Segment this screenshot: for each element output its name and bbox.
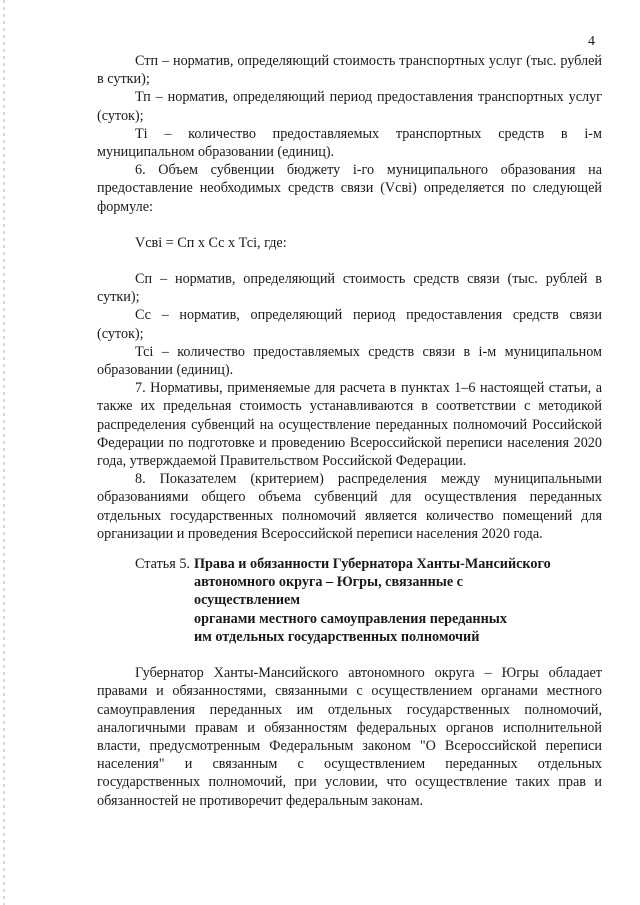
paragraph-item-8: 8. Показателем (критерием) распределения между муниципальными образованиями общего объема субвенций для осуществления переданных отдельных государственных полномочий является количество помещений для организации и проведения Всероссийской переписи населения 2020 года. <box>97 471 602 542</box>
paragraph-item-7: 7. Нормативы, применяемые для расчета в пунктах 1–6 настоящей статьи, а также их предельная стоимость устанавливаются в соответствии с методикой распределения субвенций на осуществление переданных полномочий Российской Федерации по подготовке и проведению Всероссийской переписи населения 2020 года, утверждаемой Правительством Российской Федерации. <box>97 380 602 470</box>
paragraph-sp-definition: Сп – норматив, определяющий стоимость средств связи (тыс. рублей в сутки); <box>97 271 602 306</box>
article-title-line: Права и обязанности Губернатора Ханты-Мансийского <box>193 556 551 573</box>
scan-edge-artifact <box>3 0 5 905</box>
article-title <box>194 555 554 646</box>
page-number: 4 <box>588 34 595 49</box>
paragraph-governor-rights: Губернатор Ханты-Мансийского автономного округа – Югры обладает правами и обязанностями, связанными с осуществлением органами местного самоуправления переданных им отдельных государственных полномочий, аналогичными правам и обязанностям федеральных органов исполнительной власти, предусмотренным Федеральным законом "О Всероссийской переписи населения" и связанным с осуществлением переданных отдельных государственных полномочий, при условии, что осуществление таких прав и обязанностей не противоречит федеральным законам. <box>97 665 602 809</box>
article-heading <box>97 555 602 646</box>
paragraph-tp-definition: Тп – норматив, определяющий период предоставления транспортных услуг (суток); <box>97 89 602 124</box>
paragraph-tsi-definition: Тсi – количество предоставляемых средств связи в i-м муниципальном образовании (единиц). <box>97 343 602 379</box>
article-number: Статья 5. <box>135 556 190 573</box>
article-title-line: автономного округа – Югры, связанные с осуществлением <box>193 574 463 609</box>
paragraph-stp-definition: Стп – норматив, определяющий стоимость транспортных услуг (тыс. рублей в сутки); <box>97 53 602 88</box>
article-title-line: им отдельных государственных полномочий <box>193 628 480 645</box>
paragraph-ss-definition: Сс – норматив, определяющий период предоставления средств связи (суток); <box>97 307 602 342</box>
formula-vsv: Vсвi = Сп х Сс х Тсi, где: <box>135 234 287 251</box>
paragraph-item-6: 6. Объем субвенции бюджету i-го муниципального образования на предоставление необходимых средств связи (Vсвi) определяется по следующей формуле: <box>97 162 602 215</box>
article-title-line: органами местного самоуправления переданных <box>193 610 507 627</box>
paragraph-ti-definition: Тi – количество предоставляемых транспортных средств в i-м муниципальном образовании (единиц). <box>97 125 602 161</box>
document-body <box>97 52 602 810</box>
